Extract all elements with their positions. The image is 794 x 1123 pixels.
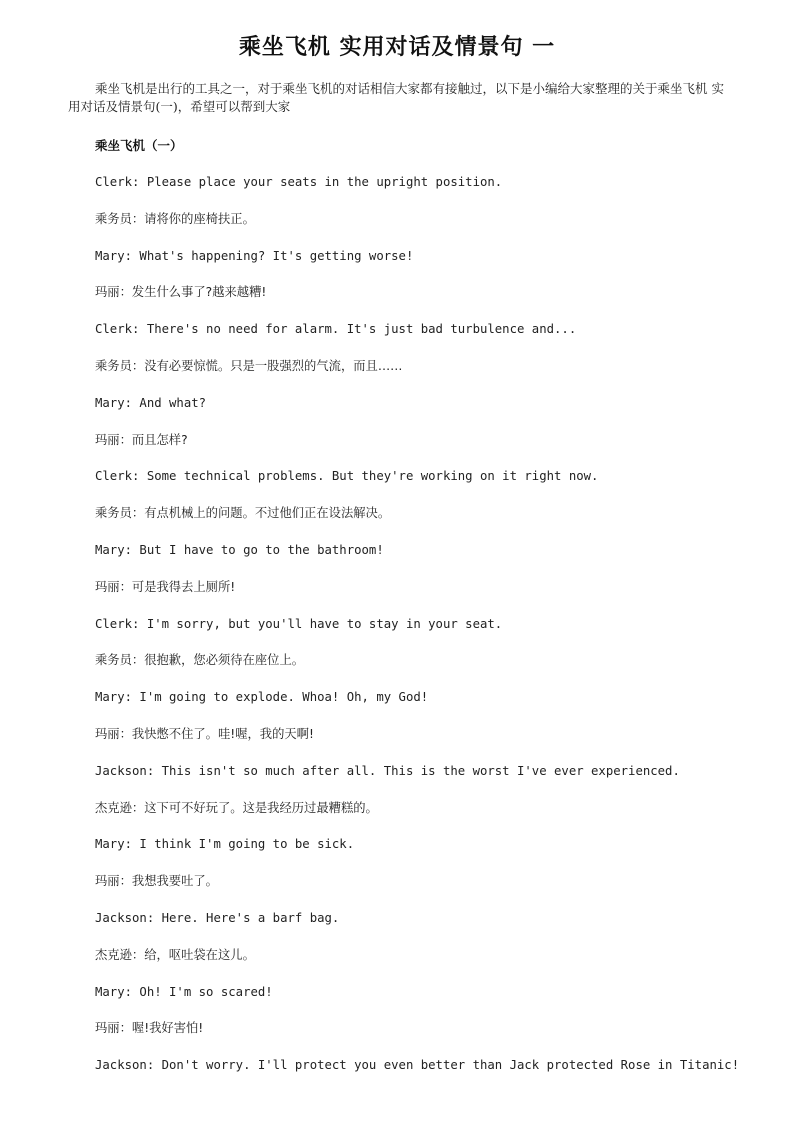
dialogue-line-mary-translation: 玛丽：可是我得去上厕所! — [95, 579, 236, 594]
dialogue-line-clerk-translation: 乘务员：没有必要惊慌。只是一股强烈的气流，而且…… — [95, 358, 403, 373]
intro-paragraph: 乘坐飞机是出行的工具之一，对于乘坐飞机的对话相信大家都有接触过，以下是小编给大家整理的关于乘坐飞机 实用对话及情景句(一)，希望可以帮到大家 — [68, 81, 724, 114]
dialogue-line-clerk-translation: 乘务员：很抱歉，您必须待在座位上。 — [95, 653, 305, 668]
dialogue-line-mary: Mary: I think I'm going to be sick. — [95, 837, 355, 852]
dialogue-line-mary: Mary: But I have to go to the bathroom! — [95, 542, 384, 557]
dialogue-line-jackson: Jackson: Here. Here's a barf bag. — [95, 910, 340, 925]
dialogue-line-clerk: Clerk: I'm sorry, but you'll have to stay in your seat. — [95, 616, 503, 631]
dialogue-line-clerk: Clerk: There's no need for alarm. It's just bad turbulence and... — [95, 322, 577, 337]
dialogue-line-jackson: Jackson: This isn't so much after all. This is the worst I've ever experienced. — [95, 763, 680, 778]
page-title: 乘坐飞机 实用对话及情景句 一 — [238, 35, 556, 60]
dialogue-line-mary: Mary: And what? — [95, 395, 207, 410]
dialogue-line-mary-translation: 玛丽：我快憋不住了。哇!喔，我的天啊! — [95, 726, 314, 741]
dialogue-line-jackson-translation: 杰克逊：这下可不好玩了。这是我经历过最糟糕的。 — [95, 800, 378, 815]
dialogue-line-mary-translation: 玛丽：喔!我好害怕! — [95, 1021, 204, 1036]
dialogue-line-jackson: Jackson: Don't worry. I'll protect you even better than Jack protected Rose in Titanic! — [95, 1058, 740, 1073]
dialogue-line-mary-translation: 玛丽：而且怎样? — [95, 432, 188, 447]
dialogue-line-clerk: Clerk: Some technical problems. But they're working on it right now. — [95, 469, 599, 484]
dialogue-line-jackson-translation: 杰克逊：给，呕吐袋在这儿。 — [95, 947, 255, 962]
dialogue-line-clerk-translation: 乘务员：请将你的座椅扶正。 — [95, 211, 255, 226]
dialogue-line-mary: Mary: Oh! I'm so scared! — [95, 984, 273, 999]
dialogue-line-mary: Mary: What's happening? It's getting worse! — [95, 248, 414, 263]
dialogue-line-mary: Mary: I'm going to explode. Whoa! Oh, my God! — [95, 690, 429, 705]
dialogue-line-mary-translation: 玛丽：发生什么事了?越来越糟! — [95, 285, 267, 300]
dialogue-line-clerk: Clerk: Please place your seats in the upright position. — [95, 175, 503, 189]
section-heading: 乘坐飞机（一） — [95, 138, 183, 153]
dialogue-line-mary-translation: 玛丽：我想我要吐了。 — [95, 874, 218, 889]
dialogue-list — [95, 172, 755, 1092]
dialogue-line-clerk-translation: 乘务员：有点机械上的问题。不过他们正在设法解决。 — [95, 506, 391, 521]
